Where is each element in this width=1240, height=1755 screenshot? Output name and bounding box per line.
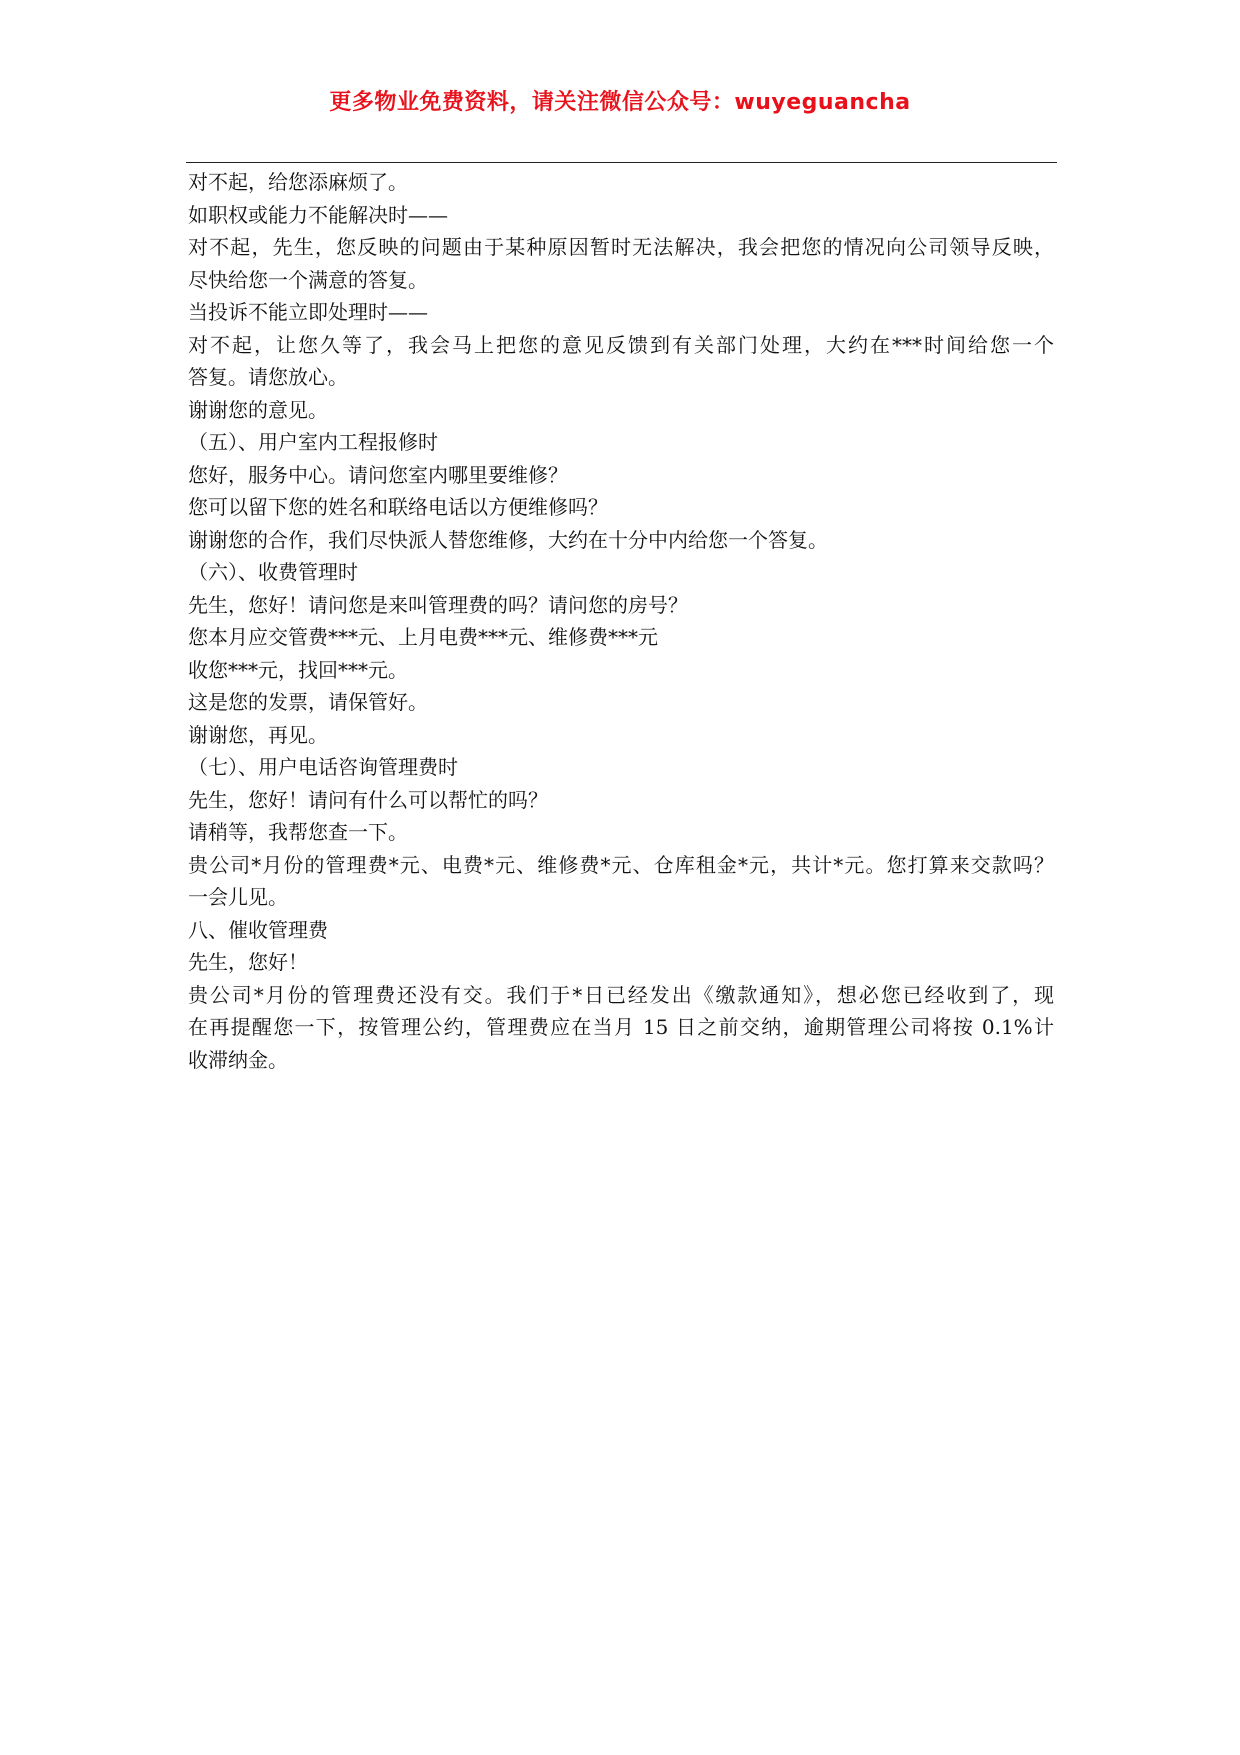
page-header: 更多物业免费资料，请关注微信公众号：wuyeguancha <box>329 90 911 115</box>
text-line: 在再提醒您一下，按管理公约，管理费应在当月 15 日之前交纳，逾期管理公司将按 0.1%计 <box>188 1015 1054 1039</box>
text-line: 谢谢您的意见。 <box>188 397 328 422</box>
text-line: 谢谢您，再见。 <box>188 722 328 747</box>
text-line: 先生，您好！请问您是来叫管理费的吗？请问您的房号？ <box>188 592 688 617</box>
text-line: 先生，您好！请问有什么可以帮忙的吗？ <box>188 787 548 812</box>
text-line: 当投诉不能立即处理时—— <box>188 300 428 324</box>
text-line: 一会儿见。 <box>188 885 288 909</box>
text-line: 先生，您好！ <box>188 950 308 974</box>
section-heading: 八、催收管理费 <box>188 917 328 942</box>
text-line: 您可以留下您的姓名和联络电话以方便维修吗？ <box>188 495 608 519</box>
section-heading: （七）、用户电话咨询管理费时 <box>188 755 458 779</box>
text-line: 对不起，给您添麻烦了。 <box>188 170 408 194</box>
text-line: 尽快给您一个满意的答复。 <box>188 267 428 292</box>
text-line: 如职权或能力不能解决时—— <box>188 202 448 227</box>
text-line: 这是您的发票，请保管好。 <box>188 690 428 714</box>
text-line: 收您***元，找回***元。 <box>188 657 408 682</box>
text-line: 对不起，让您久等了，我会马上把您的意见反馈到有关部门处理，大约在***时间给您一个 <box>188 332 1054 357</box>
section-heading: （五）、用户室内工程报修时 <box>188 430 438 454</box>
text-line: 贵公司*月份的管理费*元、电费*元、维修费*元、仓库租金*元，共计*元。您打算来交款吗？ <box>188 852 1054 877</box>
text-line: 答复。请您放心。 <box>188 365 348 389</box>
text-line: 对不起，先生，您反映的问题由于某种原因暂时无法解决，我会把您的情况向公司领导反映， <box>188 235 1054 259</box>
text-line: 请稍等，我帮您查一下。 <box>188 820 408 844</box>
text-line: 谢谢您的合作，我们尽快派人替您维修，大约在十分中内给您一个答复。 <box>188 527 828 552</box>
text-line: 收滞纳金。 <box>188 1047 288 1072</box>
text-line: 您本月应交管费***元、上月电费***元、维修费***元 <box>188 625 658 649</box>
document-body <box>188 166 1054 1076</box>
text-line: 您好，服务中心。请问您室内哪里要维修？ <box>188 462 568 487</box>
section-heading: （六）、收费管理时 <box>188 560 358 584</box>
header-divider <box>186 162 1057 163</box>
text-line: 贵公司*月份的管理费还没有交。我们于*日已经发出《缴款通知》，想必您已经收到了，现 <box>188 982 1054 1007</box>
